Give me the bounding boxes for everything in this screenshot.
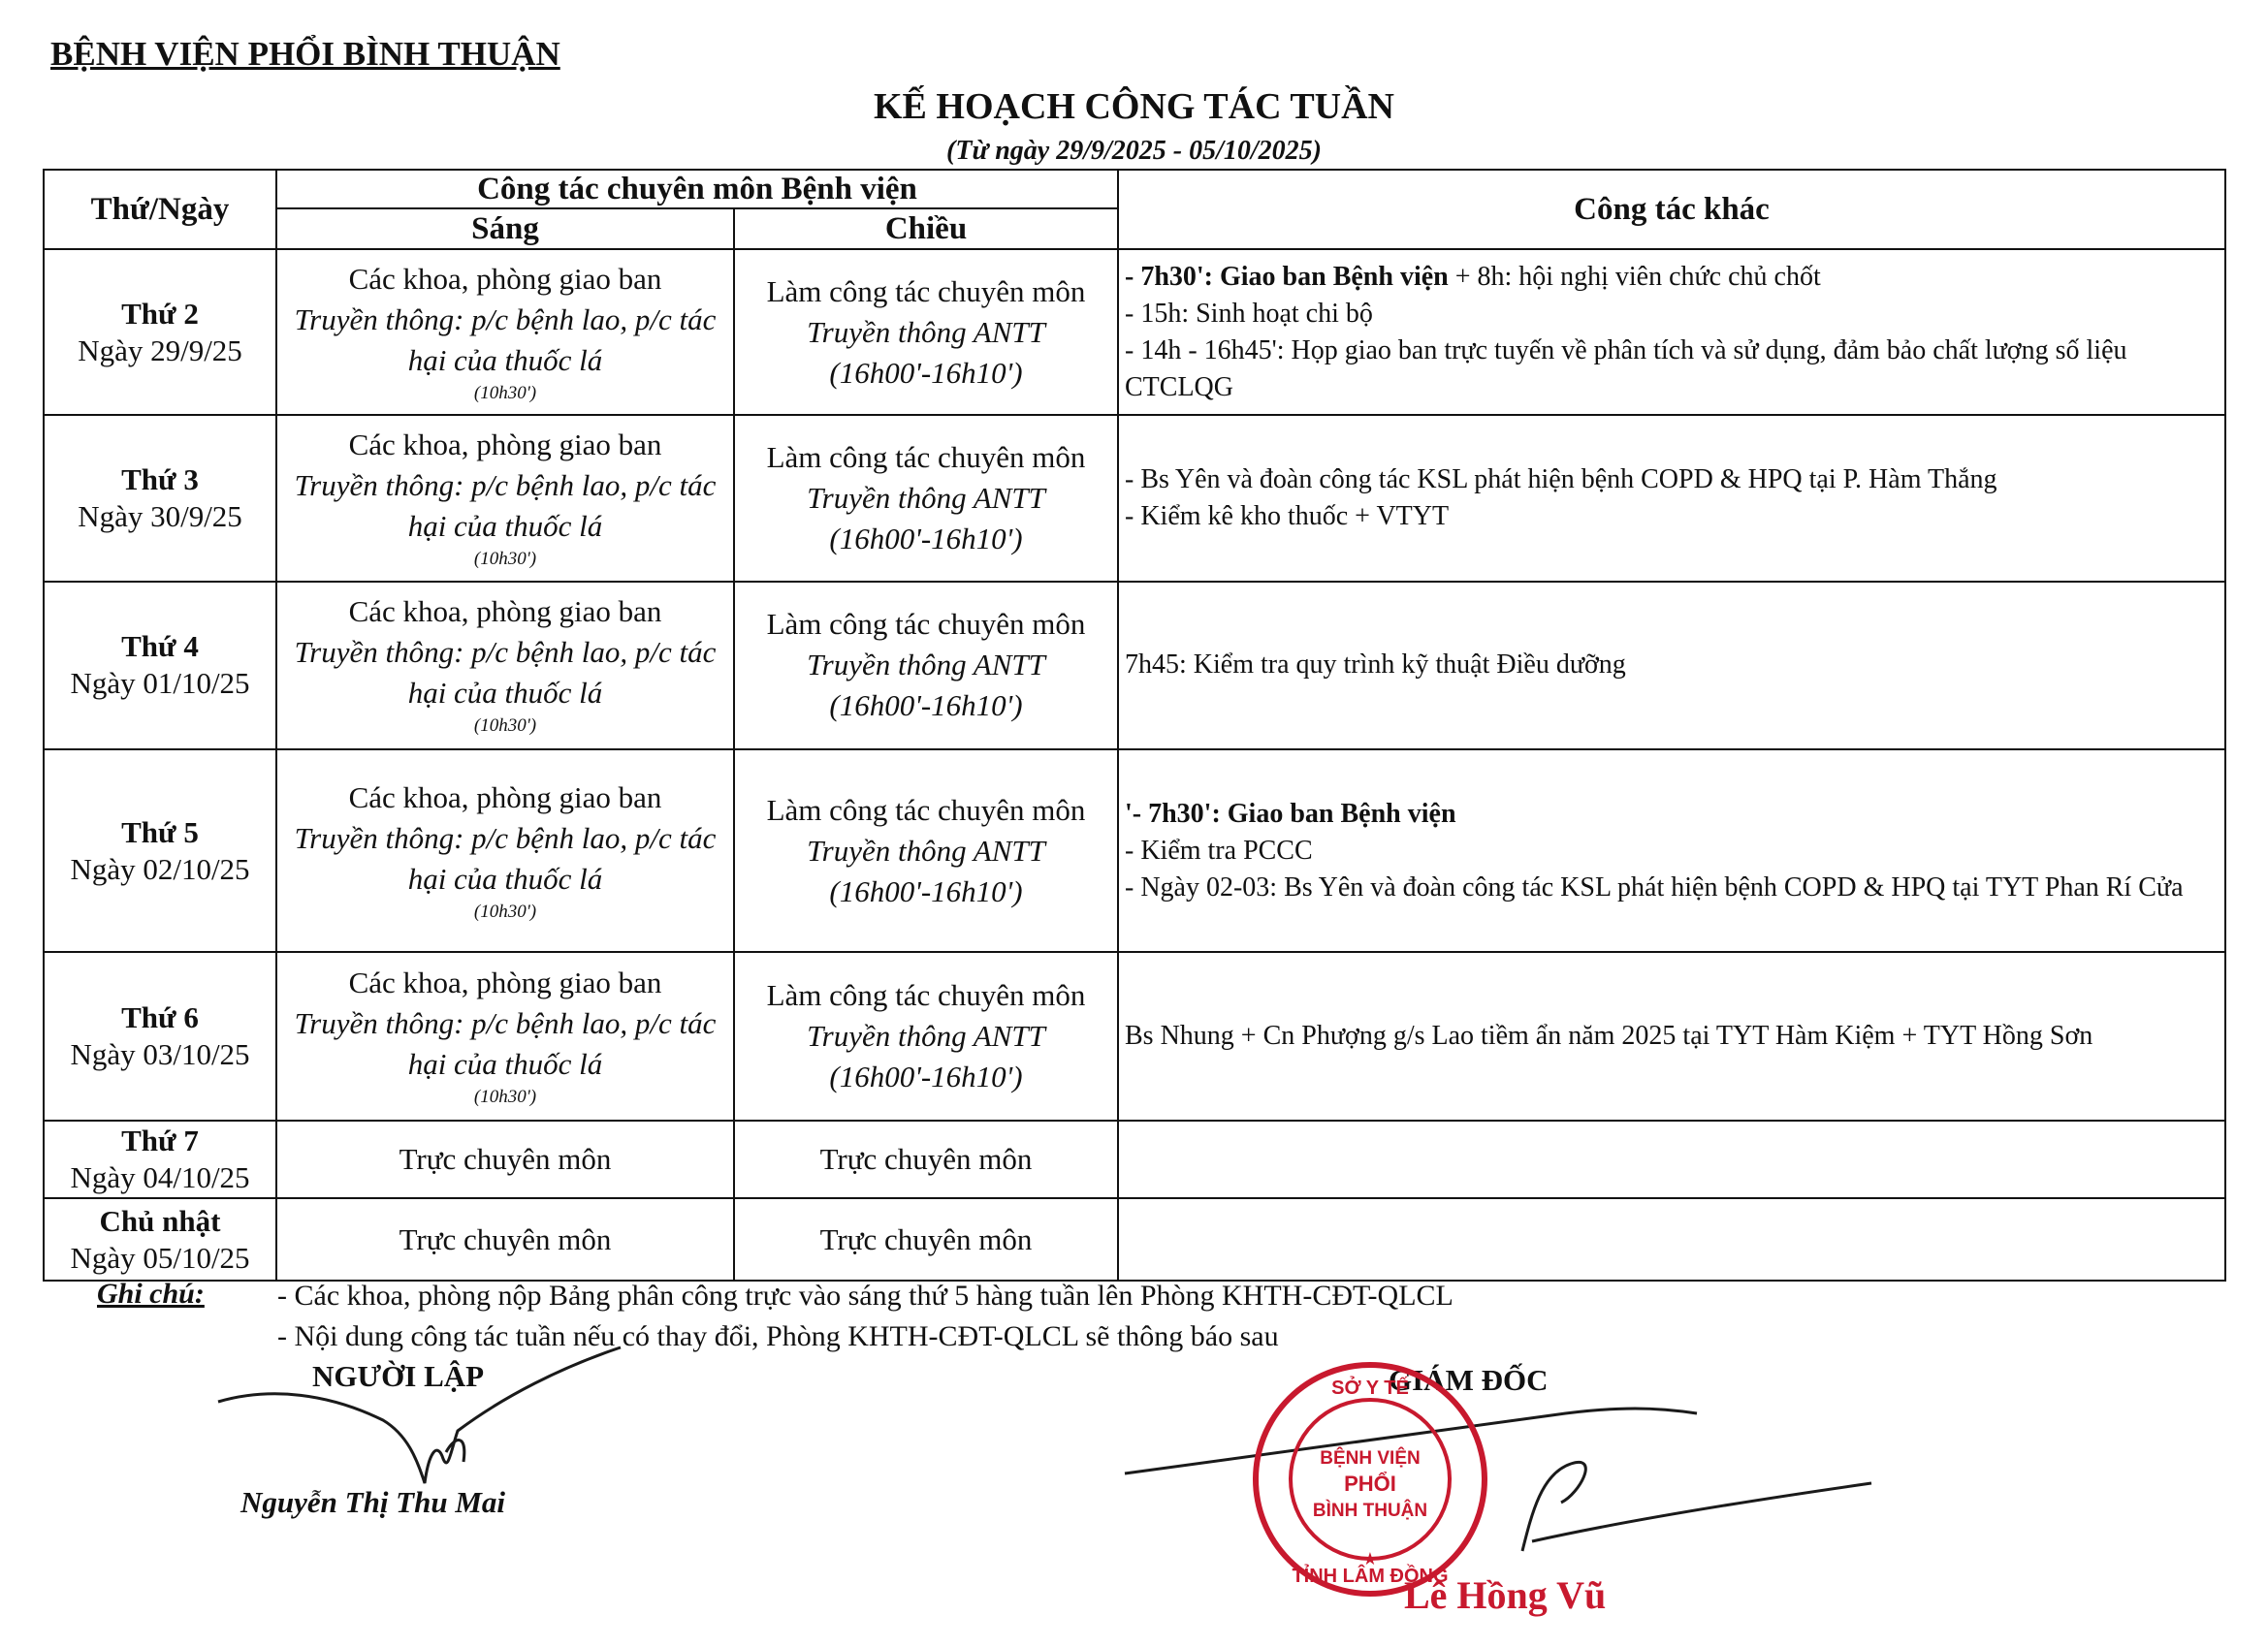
afternoon-cell [734, 415, 1118, 581]
header-day: Thứ/Ngày [44, 170, 276, 249]
morning-line-1: Trực chuyên môn [399, 1221, 612, 1256]
morning-line-1: Các khoa, phòng giao ban [348, 261, 662, 296]
day-date: Ngày 01/10/25 [70, 666, 250, 701]
afternoon-line-2: Truyền thông ANTT [807, 1019, 1045, 1054]
other-work-cell [1118, 749, 2225, 953]
svg-text:★: ★ [1361, 1549, 1379, 1568]
day-date: Ngày 05/10/25 [70, 1240, 250, 1275]
morning-cell [276, 1121, 734, 1199]
afternoon-line-2: Truyền thông ANTT [807, 648, 1045, 682]
afternoon-line-1: Làm công tác chuyên môn [766, 439, 1086, 474]
other-work-cell [1118, 1198, 2225, 1281]
other-work-cell [1118, 582, 2225, 749]
morning-time: (10h30') [473, 1087, 537, 1108]
date-range: (Từ ngày 29/9/2025 - 05/10/2025) [946, 136, 1322, 166]
morning-cell [276, 415, 734, 581]
other-work-cell [1118, 249, 2225, 415]
morning-line-2: Truyền thông: p/c bệnh lao, p/c tác hại của thuốc lá [294, 467, 717, 543]
svg-text:BÌNH THUẬN: BÌNH THUẬN [1312, 1501, 1428, 1521]
preparer-title: NGƯỜI LẬP [312, 1359, 485, 1393]
table-row [44, 1198, 2225, 1281]
morning-line-2: Truyền thông: p/c bệnh lao, p/c tác hại của thuốc lá [294, 1006, 717, 1082]
afternoon-cell [734, 249, 1118, 415]
day-date: Ngày 30/9/25 [78, 498, 242, 533]
morning-line-1: Các khoa, phòng giao ban [348, 779, 662, 814]
svg-text:TỈNH LÂM ĐỒNG: TỈNH LÂM ĐỒNG [1292, 1566, 1449, 1587]
other-line: + 8h: hội nghị viên chức chủ chốt [1448, 261, 1821, 292]
day-name: Thứ 3 [121, 461, 199, 496]
day-cell [44, 1198, 276, 1281]
afternoon-line-2: Truyền thông ANTT [807, 314, 1045, 349]
header-morning: Sáng [276, 208, 734, 249]
afternoon-time: (16h00'-16h10') [829, 873, 1023, 908]
other-line: '- 7h30': Giao ban Bệnh viện [1125, 798, 1456, 829]
afternoon-line-1: Trực chuyên môn [819, 1221, 1033, 1256]
other-work-cell [1118, 415, 2225, 581]
morning-line-2: Truyền thông: p/c bệnh lao, p/c tác hại của thuốc lá [294, 635, 717, 711]
page-title: KẾ HOẠCH CÔNG TÁC TUẦN [874, 86, 1394, 127]
weekly-plan-table [43, 169, 2226, 1282]
morning-line-2: Truyền thông: p/c bệnh lao, p/c tác hại của thuốc lá [294, 301, 717, 377]
afternoon-time: (16h00'-16h10') [829, 1060, 1023, 1094]
afternoon-line-1: Làm công tác chuyên môn [766, 607, 1086, 642]
director-signature [1115, 1396, 1891, 1561]
afternoon-time: (16h00'-16h10') [829, 521, 1023, 555]
day-name: Thứ 2 [121, 296, 199, 331]
svg-text:PHỔI: PHỔI [1344, 1472, 1396, 1496]
afternoon-line-1: Trực chuyên môn [819, 1142, 1033, 1177]
organization-name: BỆNH VIỆN PHỔI BÌNH THUẬN [50, 35, 560, 73]
morning-time: (10h30') [473, 715, 537, 737]
official-stamp [1246, 1355, 1494, 1603]
other-line: Bs Nhung + Cn Phượng g/s Lao tiềm ẩn năm 2025 tại TYT Hàm Kiệm + TYT Hồng Sơn [1125, 1021, 2093, 1052]
afternoon-time: (16h00'-16h10') [829, 688, 1023, 723]
morning-line-1: Các khoa, phòng giao ban [348, 594, 662, 629]
day-name: Chủ nhật [99, 1203, 221, 1238]
afternoon-line-2: Truyền thông ANTT [807, 833, 1045, 868]
afternoon-time: (16h00'-16h10') [829, 355, 1023, 390]
director-name: Lê Hồng Vũ [1404, 1573, 1607, 1617]
header-other-work: Công tác khác [1118, 170, 2225, 249]
table-row [44, 249, 2225, 415]
note-item: - Các khoa, phòng nộp Bảng phân công trực vào sáng thứ 5 hàng tuần lên Phòng KHTH-CĐT-QLCL [277, 1280, 1453, 1312]
afternoon-line-1: Làm công tác chuyên môn [766, 978, 1086, 1013]
note-item: - Nội dung công tác tuần nếu có thay đổi, Phòng KHTH-CĐT-QLCL sẽ thông báo sau [277, 1320, 1279, 1352]
day-date: Ngày 29/9/25 [78, 333, 242, 367]
afternoon-line-1: Làm công tác chuyên môn [766, 792, 1086, 827]
afternoon-line-1: Làm công tác chuyên môn [766, 273, 1086, 308]
day-date: Ngày 04/10/25 [70, 1160, 250, 1195]
morning-cell [276, 249, 734, 415]
table-row [44, 415, 2225, 581]
morning-line-1: Các khoa, phòng giao ban [348, 966, 662, 1000]
afternoon-cell [734, 952, 1118, 1120]
morning-line-1: Trực chuyên môn [399, 1142, 612, 1177]
afternoon-line-2: Truyền thông ANTT [807, 480, 1045, 515]
day-cell [44, 582, 276, 749]
morning-cell [276, 582, 734, 749]
day-date: Ngày 03/10/25 [70, 1037, 250, 1072]
other-line: 7h45: Kiểm tra quy trình kỹ thuật Điều dưỡng [1125, 649, 1626, 681]
other-work-cell [1118, 1121, 2225, 1199]
other-line: - Kiểm tra PCCC [1125, 835, 1313, 866]
day-cell [44, 952, 276, 1120]
afternoon-cell [734, 749, 1118, 953]
other-line: - 14h - 16h45': Họp giao ban trực tuyến về phân tích và sử dụng, đảm bảo chất lượng số liệu CTCLQG [1125, 334, 2127, 402]
table-row [44, 749, 2225, 953]
day-cell [44, 415, 276, 581]
afternoon-cell [734, 1198, 1118, 1281]
morning-time: (10h30') [473, 901, 537, 922]
day-cell [44, 749, 276, 953]
morning-line-1: Các khoa, phòng giao ban [348, 427, 662, 461]
day-name: Thứ 5 [121, 814, 199, 849]
morning-cell [276, 1198, 734, 1281]
header-afternoon: Chiều [734, 208, 1118, 249]
preparer-signature [213, 1338, 659, 1503]
other-work-cell [1118, 952, 2225, 1120]
afternoon-cell [734, 1121, 1118, 1199]
afternoon-cell [734, 582, 1118, 749]
morning-time: (10h30') [473, 382, 537, 403]
preparer-name: Nguyễn Thị Thu Mai [240, 1485, 506, 1519]
day-cell [44, 1121, 276, 1199]
morning-line-2: Truyền thông: p/c bệnh lao, p/c tác hại của thuốc lá [294, 820, 717, 896]
header-professional-work: Công tác chuyên môn Bệnh viện [276, 170, 1118, 208]
other-line: - Bs Yên và đoàn công tác KSL phát hiện bệnh COPD & HPQ tại P. Hàm Thắng [1125, 463, 1997, 494]
other-line: - 7h30': Giao ban Bệnh viện [1125, 261, 1449, 292]
svg-text:BỆNH VIỆN: BỆNH VIỆN [1320, 1448, 1421, 1469]
day-name: Thứ 7 [121, 1124, 199, 1158]
table-row [44, 1121, 2225, 1199]
director-title: GIÁM ĐỐC [1389, 1363, 1549, 1397]
table-row [44, 952, 2225, 1120]
day-name: Thứ 6 [121, 1000, 199, 1035]
other-line: - Kiểm kê kho thuốc + VTYT [1125, 500, 1450, 531]
morning-cell [276, 749, 734, 953]
svg-text:SỞ Y TẾ: SỞ Y TẾ [1331, 1378, 1409, 1399]
day-name: Thứ 4 [121, 629, 199, 664]
other-line: - 15h: Sinh hoạt chi bộ [1125, 298, 1373, 329]
notes-label: Ghi chú: [97, 1278, 205, 1310]
day-cell [44, 249, 276, 415]
table-row [44, 582, 2225, 749]
other-line: - Ngày 02-03: Bs Yên và đoàn công tác KSL phát hiện bệnh COPD & HPQ tại TYT Phan Rí Cửa [1125, 871, 2184, 903]
day-date: Ngày 02/10/25 [70, 851, 250, 886]
morning-cell [276, 952, 734, 1120]
morning-time: (10h30') [473, 548, 537, 569]
